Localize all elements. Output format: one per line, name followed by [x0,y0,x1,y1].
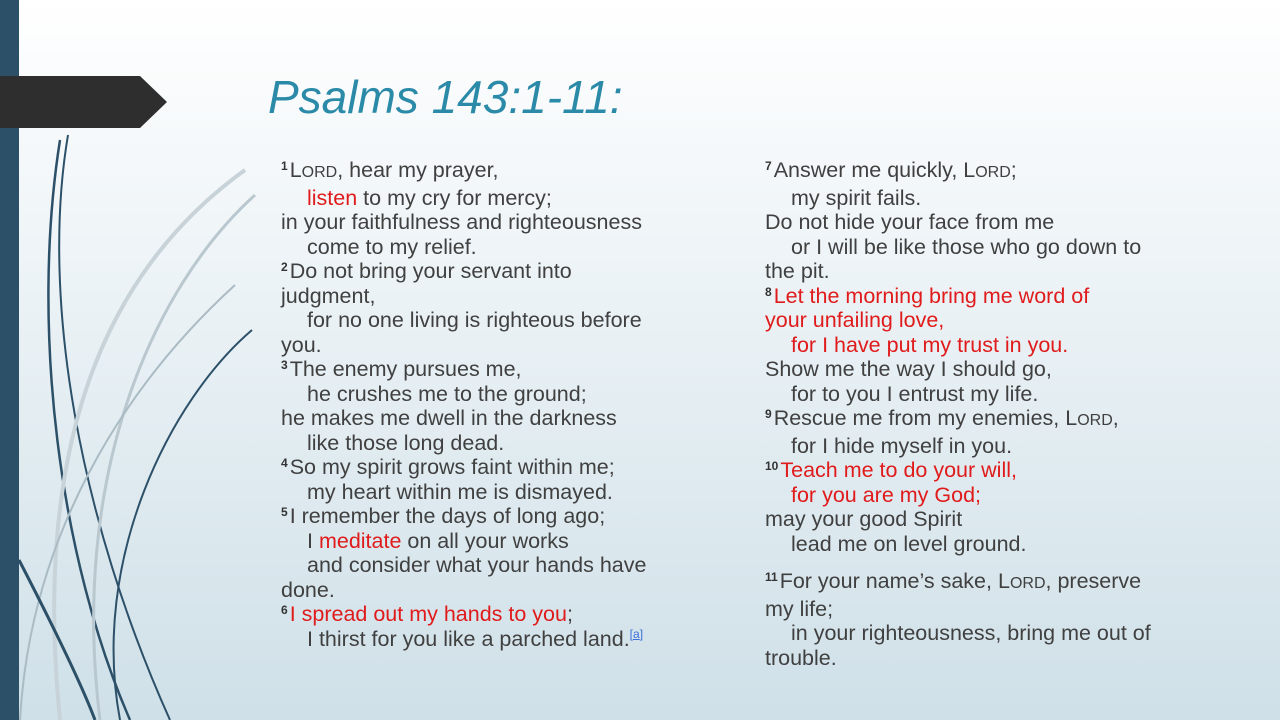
verse-number: 11 [765,570,778,584]
verse-2-line-1: $^2$Do not bring your servant into [281,259,572,283]
verse-1-line-4: come to my relief. [307,234,477,259]
highlight-spread-hands: I spread out my hands to you [289,602,567,626]
highlight-listen: listen [307,185,358,210]
verse-5-line-2: I meditate on all your works [307,528,569,553]
verse-10-line-2: for you are my God; [791,482,981,507]
verse-3-line-3: he makes me dwell in the darkness [281,406,617,430]
verse-1-line-3: in your faithfulness and righteousness [281,210,642,234]
verse-7-line-3: Do not hide your face from me [765,210,1055,234]
verse-1-line-2: listen to my cry for mercy; [307,185,552,210]
verse-7-line-5: the pit. [765,259,830,283]
verse-number: 8 [765,284,772,299]
verse-number: 6 [281,603,288,617]
verse-3-line-2: he crushes me to the ground; [307,381,587,406]
verse-number: 9 [765,407,772,421]
verse-5-line-1: $^5$I remember the days of long ago; [281,504,606,528]
verse-4-line-1: $^4$So my spirit grows faint within me; [281,455,615,479]
verse-11-line-2: my life; [765,596,834,621]
verse-number: 10 [765,459,779,473]
verse-number: 1 [281,159,288,173]
verse-8-line-2: your unfailing love, [765,308,945,332]
verse-8-line-5: for to you I entrust my life. [791,381,1039,406]
verse-9-line-1: $^9$Rescue me from my enemies, LORD, [765,406,1119,430]
verse-8-line-4: Show me the way I should go, [765,357,1052,381]
verse-9-line-2: for I hide myself in you. [791,433,1013,458]
verse-11-line-3: in your righteousness, bring me out of [791,621,1151,645]
verse-1-line-1: $^1$LORD, hear my prayer, [281,158,499,182]
verse-6-line-2: I thirst for you like a parched land.[a] [307,626,644,651]
verse-number: 2 [281,260,288,274]
verse-3-line-1: $^3$The enemy pursues me, [281,357,522,381]
highlight-meditate: meditate [318,528,402,553]
verse-2-line-3: for no one living is righteous before [307,308,642,332]
verse-number: 4 [281,456,288,470]
verse-7-line-4: or I will be like those who go down to [791,234,1142,259]
verse-5-line-3: and consider what your hands have [307,553,647,577]
right-verse-column [765,158,1215,670]
verse-10-line-4: lead me on level ground. [791,531,1027,556]
verse-8-line-1: $^8$Let the morning bring me word of [765,283,1090,308]
verse-10-line-3: may your good Spirit [765,507,963,531]
verse-11-line-1: $^{11}$For your name’s sake, LORD, preserve [765,569,1142,593]
slide-title: Psalms 143:1-11: [268,71,623,123]
verse-4-line-2: my heart within me is dismayed. [307,479,613,504]
verse-3-line-4: like those long dead. [307,430,505,455]
verse-7-line-2: my spirit fails. [791,185,922,210]
verse-8-line-3: for I have put my trust in you. [791,332,1069,357]
verse-2-line-2: judgment, [281,283,376,308]
verse-10-line-1: $^{10}$Teach me to do your will, [765,458,1017,482]
verse-number: 3 [281,358,288,372]
footnote-link[interactable]: [a] [629,626,644,641]
verse-7-line-1: $^7$Answer me quickly, LORD; [765,158,1017,182]
title-arrow-tab [0,76,167,128]
verse-number: 7 [765,159,772,173]
verse-5-line-4: done. [281,577,335,602]
left-verse-column [281,158,721,651]
verse-11-line-4: trouble. [765,645,837,670]
verse-2-line-4: you. [281,332,322,357]
verse-number: 5 [281,505,288,519]
verse-6-line-1: $^6$I spread out my hands to you; [281,602,573,626]
